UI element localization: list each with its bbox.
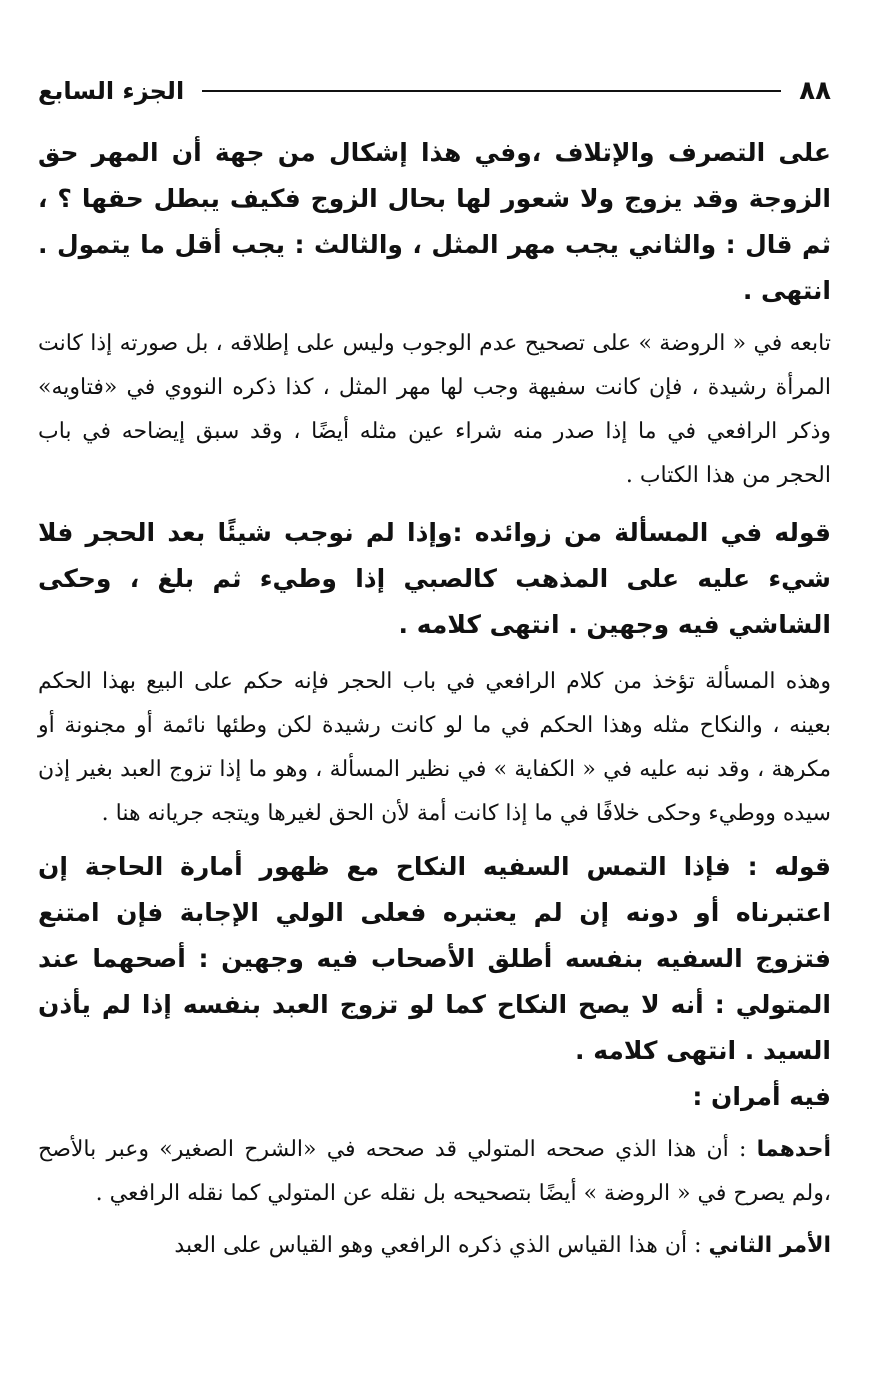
second-matter-text: : أن هذا القياس الذي ذكره الرافعي وهو القياس على العبد: [174, 1233, 709, 1258]
page-number: ٨٨: [799, 76, 831, 106]
commentary-paragraph: وهذه المسألة تؤخذ من كلام الرافعي في باب الحجر فإنه حكم على البيع بهذا الحكم بعينه ، والنكاح مثله وهذا الحكم في ما لو كانت رشيدة لكن وطئها نائمة أو مجنونة أو مكرهة ، وقد نبه عليه في « الكفاية » في نظير المسألة ، وهو ما إذا تزوج العبد بغير إذن سيده ووطيء وحكى خلافًا في ما إذا كانت أمة لأن الحق لغيرها ويتجه جريانه هنا .: [38, 669, 831, 826]
part-title: الجزء السابع: [38, 77, 185, 105]
commentary-paragraph: [38, 1128, 831, 1216]
commentary-paragraph: [38, 1224, 831, 1268]
commentary-paragraph: تابعه في « الروضة » على تصحيح عدم الوجوب وليس على إطلاقه ، بل صورته إذا كانت المرأة رشيدة ، فإن كانت سفيهة وجب لها مهر المثل ، كذا ذكره النووي في «فتاويه» وذكر الرافعي في ما إذا صدر منه شراء عين مثله أيضًا ، وقد سبق إيضاحه في باب الحجر من هذا الكتاب .: [38, 331, 831, 488]
second-matter-label: الأمر الثاني: [708, 1233, 831, 1258]
quoted-passage: قوله في المسألة من زوائده :وإذا لم نوجب شيئًا بعد الحجر فلا شيء عليه على المذهب كالصبي إذا وطيء ثم بلغ ، وحكى الشاشي فيه وجهين . انتهى كلامه .: [38, 518, 831, 639]
first-matter-label: أحدهما: [756, 1137, 831, 1162]
quoted-passage: على التصرف والإتلاف ،وفي هذا إشكال من جهة أن المهر حق الزوجة وقد يزوج ولا شعور لها بحال الزوج فكيف يبطل حقها ؟ ، ثم قال : والثاني يجب مهر المثل ، والثالث : يجب أقل ما يتمول . انتهى .: [38, 138, 831, 305]
page-header: [38, 70, 831, 112]
quoted-passage: قوله : فإذا التمس السفيه النكاح مع ظهور أمارة الحاجة إن اعتبرناه أو دونه إن لم يعتبره فعلى الولي الإجابة فإن امتنع فتزوج السفيه بنفسه أطلق الأصحاب فيه وجهين : أصحهما عند المتولي : أنه لا يصح النكاح كما لو تزوج العبد بنفسه إذا لم يأذن السيد . انتهى كلامه .: [38, 852, 831, 1065]
page-body: [38, 130, 831, 1268]
header-rule: [202, 90, 781, 92]
first-matter-text: : أن هذا الذي صححه المتولي قد صححه في «الشرح الصغير» وعبر بالأصح ،ولم يصرح في « الروضة » أيضًا بتصحيحه بل نقله عن المتولي كما نقله الرافعي .: [38, 1137, 831, 1206]
matters-heading: فيه أمران :: [692, 1082, 831, 1111]
